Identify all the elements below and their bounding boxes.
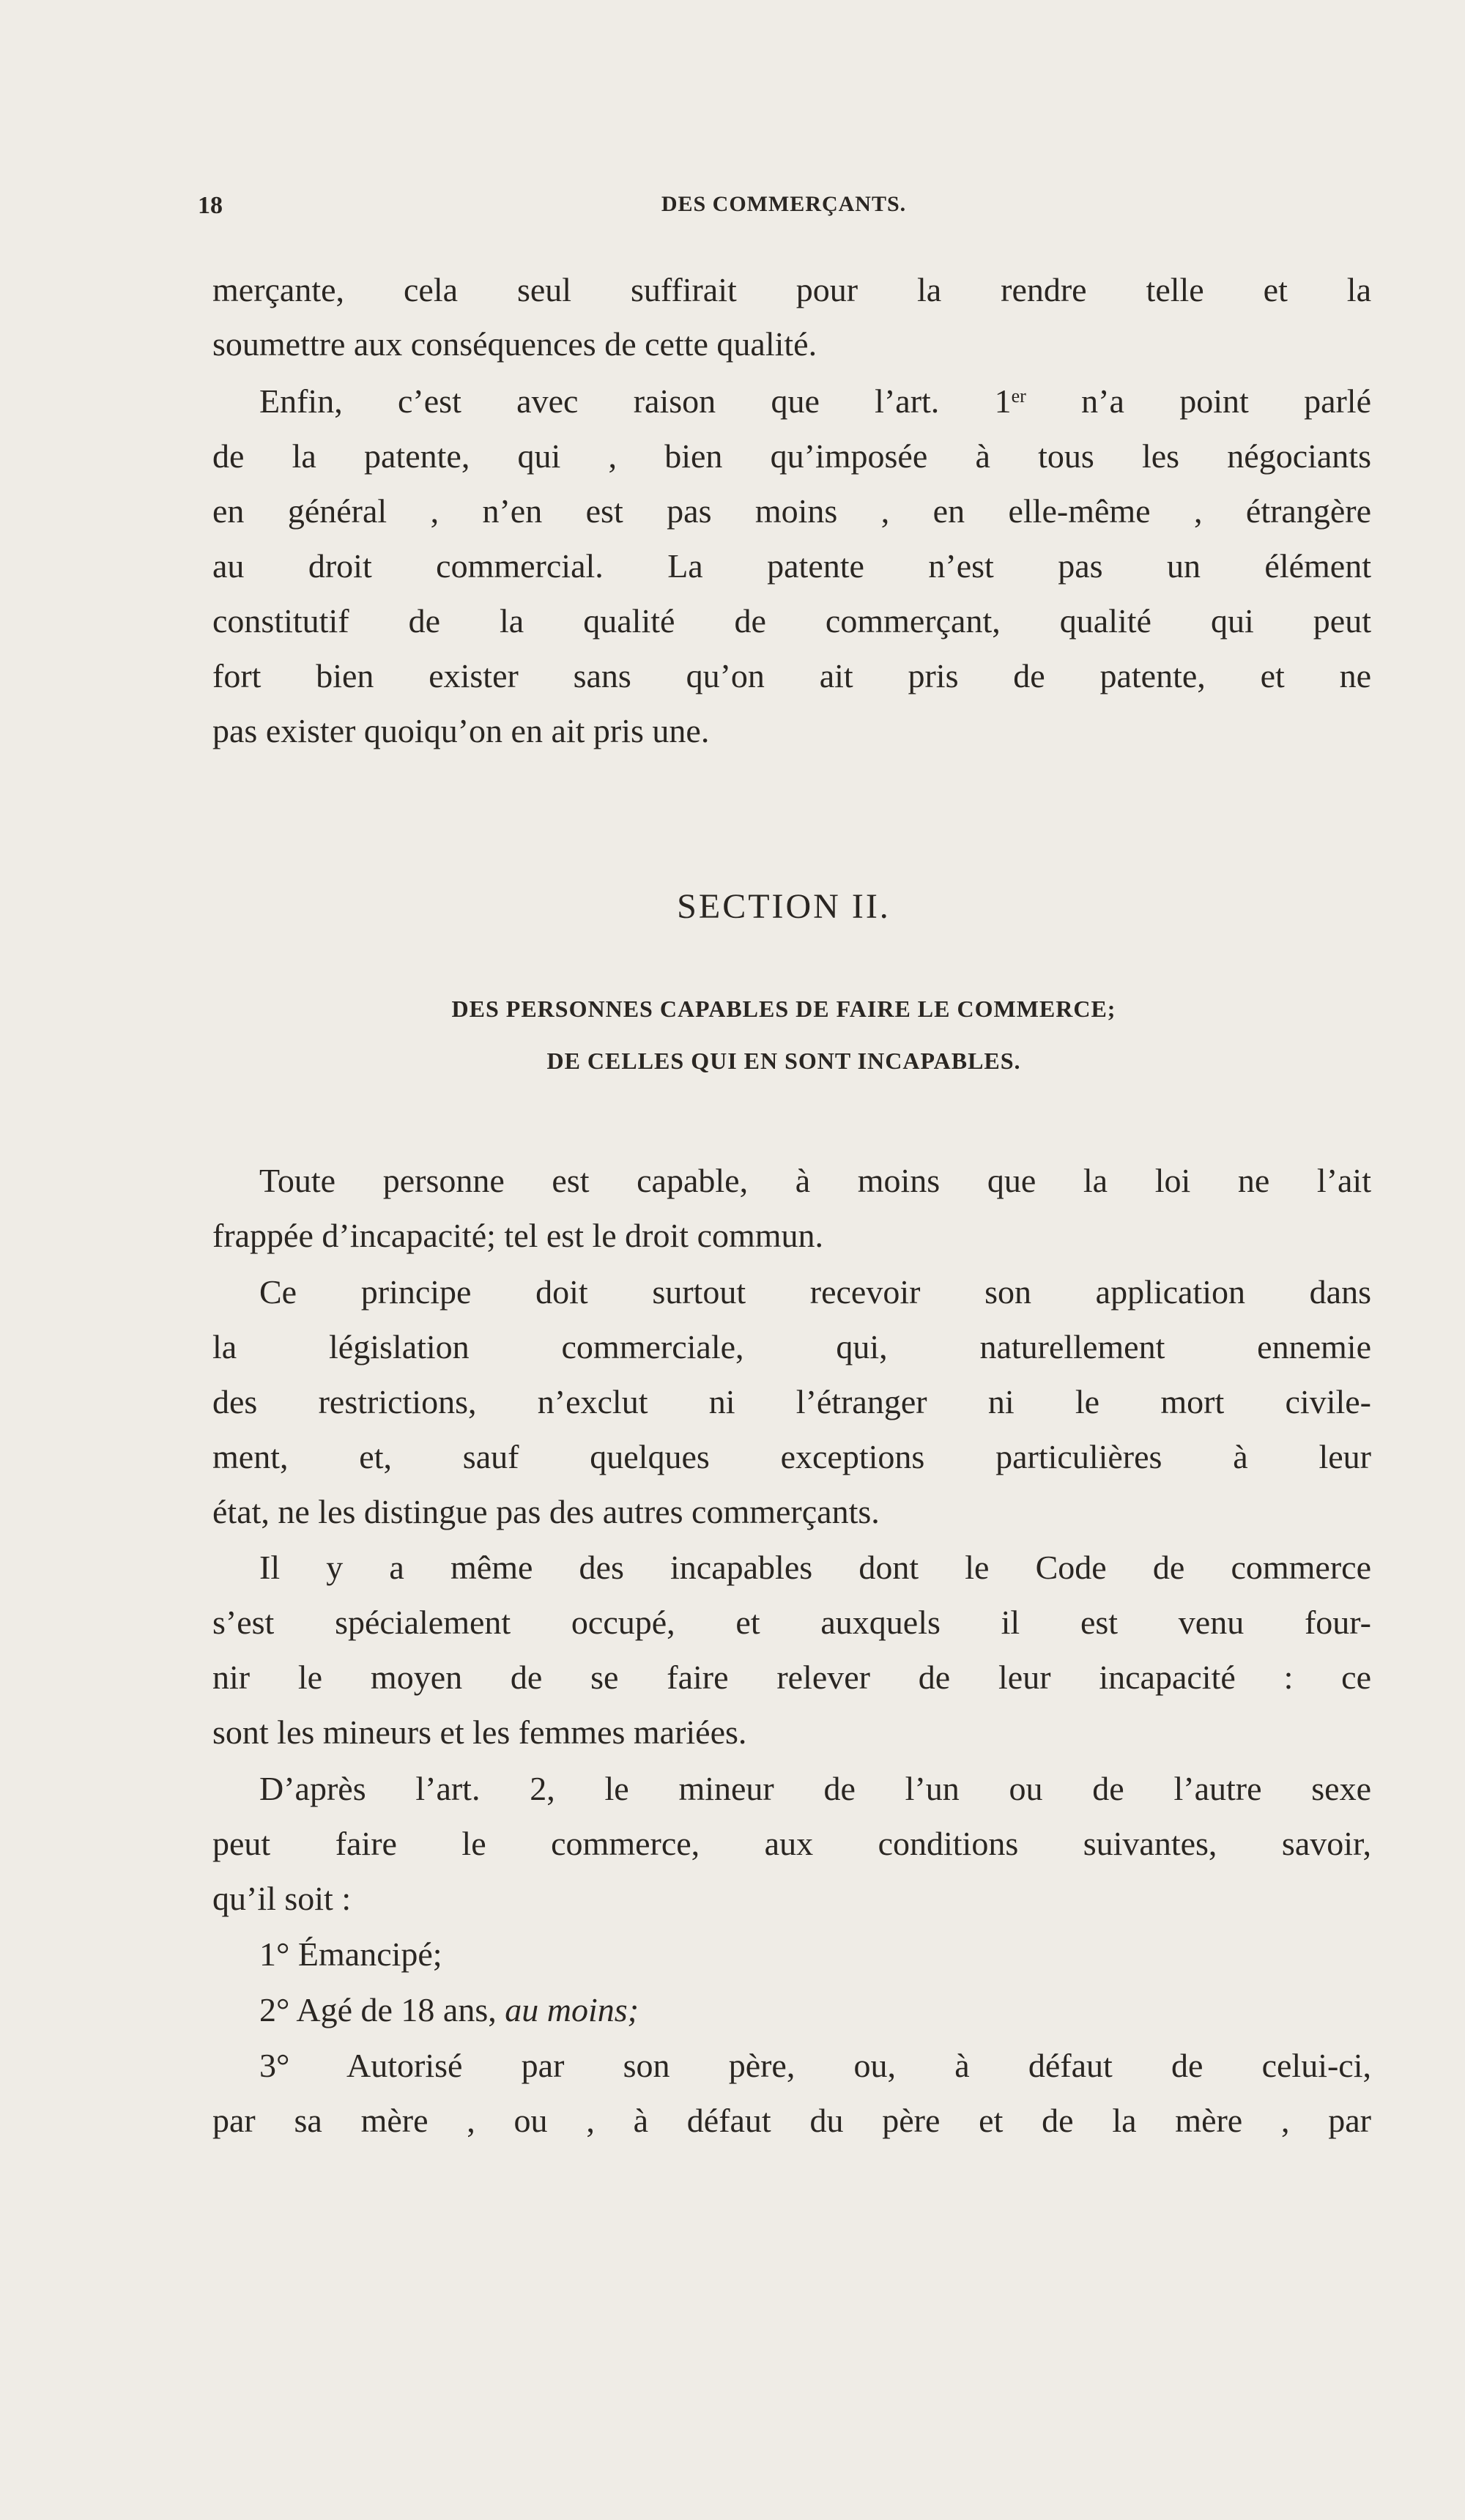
text-line: soumettre aux conséquences de cette qualité. xyxy=(212,325,817,363)
page-number: 18 xyxy=(198,192,223,219)
text-line: la législation commerciale, qui, naturellement ennemie xyxy=(212,1328,1371,1365)
section-subtitle: DES PERSONNES CAPABLES DE FAIRE LE COMMERCE; xyxy=(451,996,1116,1022)
text-line: des restrictions, n’exclut ni l’étranger ni le mort civile- xyxy=(212,1383,1371,1420)
text-line: par sa mère , ou , à défaut du père et de la mère , par xyxy=(212,2102,1371,2139)
text-line: ment, et, sauf quelques exceptions particulières à leur xyxy=(212,1438,1371,1475)
italic-text: au moins; xyxy=(505,1991,639,2028)
text-line: Toute personne est capable, à moins que la loi ne l’ait xyxy=(259,1162,1371,1199)
text-line: en général , n’en est pas moins , en elle-même , étrangère xyxy=(212,492,1371,530)
text-segment: 2° Agé de 18 ans, xyxy=(259,1991,505,2028)
text-line xyxy=(259,379,1371,423)
text-segment: n’a point parlé xyxy=(1026,382,1371,420)
text-line: nir le moyen de se faire relever de leur incapacité : ce xyxy=(212,1659,1371,1696)
text-line: état, ne les distingue pas des autres commerçants. xyxy=(212,1493,880,1530)
text-line: sont les mineurs et les femmes mariées. xyxy=(212,1713,747,1751)
text-line: constitutif de la qualité de commerçant, qualité qui peut xyxy=(212,602,1371,640)
text-line: s’est spécialement occupé, et auxquels il est venu four- xyxy=(212,1604,1371,1641)
text-line: pas exister quoiqu’on en ait pris une. xyxy=(212,712,710,749)
section-title: SECTION II. xyxy=(677,887,891,926)
condition-item xyxy=(259,1988,639,2032)
text-line: frappée d’incapacité; tel est le droit commun. xyxy=(212,1217,824,1254)
text-line: D’après l’art. 2, le mineur de l’un ou de l’autre sexe xyxy=(259,1770,1371,1807)
text-line: au droit commercial. La patente n’est pas un élément xyxy=(212,547,1371,585)
text-line: de la patente, qui , bien qu’imposée à tous les négociants xyxy=(212,437,1371,475)
text-line: Ce principe doit surtout recevoir son application dans xyxy=(259,1273,1371,1311)
superscript: er xyxy=(1011,385,1026,407)
condition-item: 3° Autorisé par son père, ou, à défaut de celui-ci, xyxy=(259,2047,1371,2084)
condition-item: 1° Émancipé; xyxy=(259,1935,442,1973)
page-header xyxy=(198,192,1370,221)
text-line: Il y a même des incapables dont le Code de commerce xyxy=(259,1549,1371,1586)
section-subtitle: DE CELLES QUI EN SONT INCAPABLES. xyxy=(546,1048,1021,1074)
text-line: peut faire le commerce, aux conditions suivantes, savoir, xyxy=(212,1825,1371,1862)
text-segment: Enfin, c’est avec raison que l’art. 1 xyxy=(259,382,1012,420)
text-line: qu’il soit : xyxy=(212,1880,352,1917)
running-title: DES COMMERÇANTS. xyxy=(661,192,907,216)
text-line: merçante, cela seul suffirait pour la rendre telle et la xyxy=(212,271,1371,308)
text-line: fort bien exister sans qu’on ait pris de patente, et ne xyxy=(212,657,1371,694)
